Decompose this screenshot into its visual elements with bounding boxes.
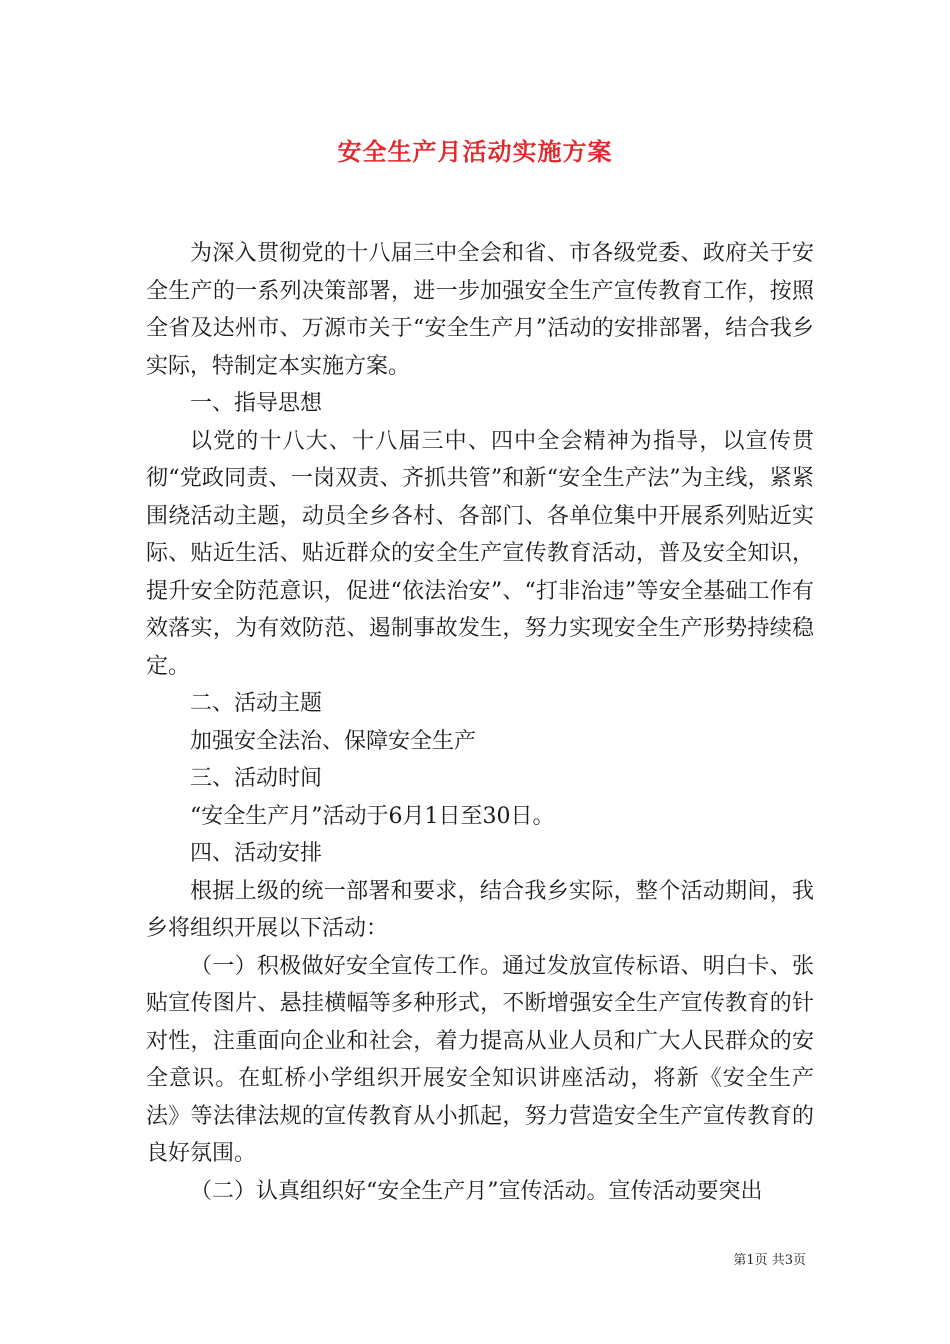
document-title: 安全生产月活动实施方案: [337, 137, 613, 166]
section-heading-guiding-thought: 一、指导思想: [190, 391, 323, 416]
time-paragraph: “安全生产月”活动于6月1日至30日。: [190, 803, 555, 829]
page-number-footer: 第1页 共3页: [733, 1253, 806, 1268]
guiding-thought-paragraph: 以党的十八大、十八届三中、四中全会精神为指导，以宣传贯彻“党政同责、一岗双责、齐抓共管”和新“安全生产法”为主线，紧紧围绕活动主题，动员全乡各村、各部门、各单位集中开展系列贴近实际、贴近生活、贴近群众的安全生产宣传教育活动，普及安全知识，提升安全防范意识，促进“依法治安”、“打非治违”等安全基础工作有效落实，为有效防范、遏制事故发生，努力实现安全生产形势持续稳定。: [146, 428, 814, 679]
arrangement-item-1: （一）积极做好安全宣传工作。通过发放宣传标语、明白卡、张贴宣传图片、悬挂横幅等多种形式，不断增强安全生产宣传教育的针对性，注重面向企业和社会，着力提高从业人员和广大人民群众的安全意识。在虹桥小学组织开展安全知识讲座活动，将新《安全生产法》等法律法规的宣传教育从小抓起，努力营造安全生产宣传教育的良好氛围。: [146, 953, 814, 1166]
section-heading-arrangement: 四、活动安排: [190, 841, 323, 866]
section-heading-theme: 二、活动主题: [190, 691, 323, 716]
document-body: [146, 235, 814, 1210]
intro-paragraph: 为深入贯彻党的十八届三中全会和省、市各级党委、政府关于安全生产的一系列决策部署，进一步加强安全生产宣传教育工作，按照全省及达州市、万源市关于“安全生产月”活动的安排部署，结合我乡实际，特制定本实施方案。: [146, 241, 814, 379]
section-heading-time: 三、活动时间: [190, 766, 323, 791]
arrangement-item-2: （二）认真组织好“安全生产月”宣传活动。宣传活动要突出: [190, 1178, 763, 1204]
theme-paragraph: 加强安全法治、保障安全生产: [190, 728, 477, 754]
arrangement-intro-paragraph: 根据上级的统一部署和要求，结合我乡实际，整个活动期间，我乡将组织开展以下活动：: [146, 878, 814, 941]
